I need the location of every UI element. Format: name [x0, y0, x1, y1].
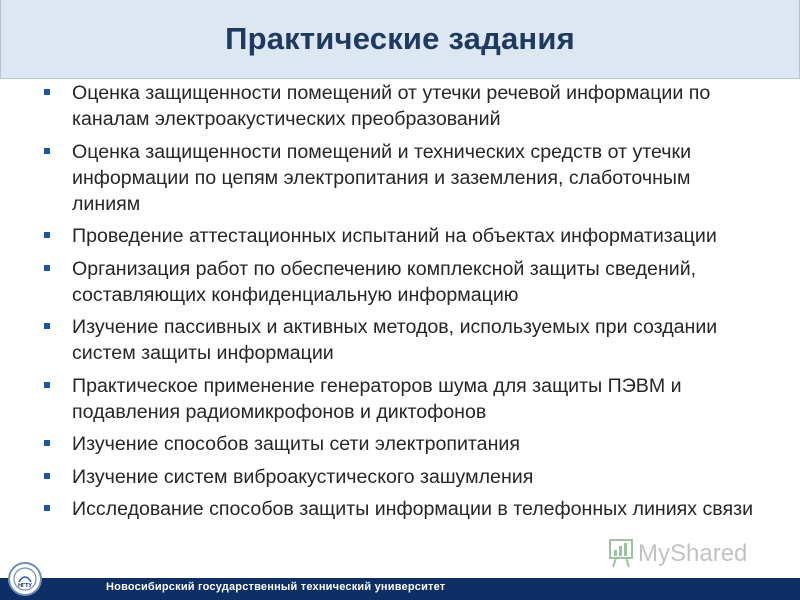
title-bar [0, 0, 800, 79]
watermark-text: MyShared [638, 540, 748, 567]
bullet-item [40, 256, 760, 308]
page-title: Практические задания [225, 21, 575, 56]
bullet-item [40, 431, 760, 457]
square-bullet-icon [44, 89, 50, 95]
bullet-text: Проведение аттестационных испытаний на объектах информатизации [72, 225, 717, 247]
square-bullet-icon [44, 382, 50, 388]
bullet-text: Оценка защищенности помещений от утечки речевой информации по каналам электроакустических преобразований [72, 82, 711, 130]
bullet-list [40, 80, 760, 529]
presentation-board-icon [608, 536, 768, 570]
bullet-text: Изучение пассивных и активных методов, используемых при создании систем защиты информации [72, 316, 718, 364]
university-logo [8, 562, 42, 596]
square-bullet-icon [44, 323, 50, 329]
bullet-text: Оценка защищенности помещений и технических средств от утечки информации по цепям электропитания и заземления, слаботочным линиям [72, 140, 692, 215]
bullet-text: Практическое применение генераторов шума для защиты ПЭВМ и подавления радиомикрофонов и диктофонов [72, 374, 682, 423]
bullet-text: Исследование способов защиты информации в телефонных линиях связи [72, 498, 754, 520]
bullet-item [40, 314, 760, 366]
bullet-item [40, 80, 760, 132]
bullet-text: Организация работ по обеспечению комплексной защиты сведений, составляющих конфиденциальную информацию [72, 257, 697, 306]
square-bullet-icon [44, 232, 50, 238]
footer-bar [0, 578, 800, 600]
square-bullet-icon [44, 265, 50, 271]
logo-text: НГТУ [18, 583, 32, 589]
bullet-text: Изучение систем виброакустического зашумления [72, 465, 534, 488]
bullet-item [40, 373, 760, 425]
square-bullet-icon [44, 148, 50, 154]
square-bullet-icon [44, 440, 50, 446]
bullet-item [40, 139, 760, 217]
bullet-item [40, 464, 760, 490]
bullet-text: Изучение способов защиты сети электропитания [72, 433, 520, 455]
square-bullet-icon [44, 473, 50, 479]
square-bullet-icon [44, 505, 50, 511]
bullet-item [40, 496, 760, 522]
university-name: Новосибирский государственный технический университет [106, 581, 446, 593]
watermark [608, 536, 768, 570]
bullet-item [40, 223, 760, 249]
